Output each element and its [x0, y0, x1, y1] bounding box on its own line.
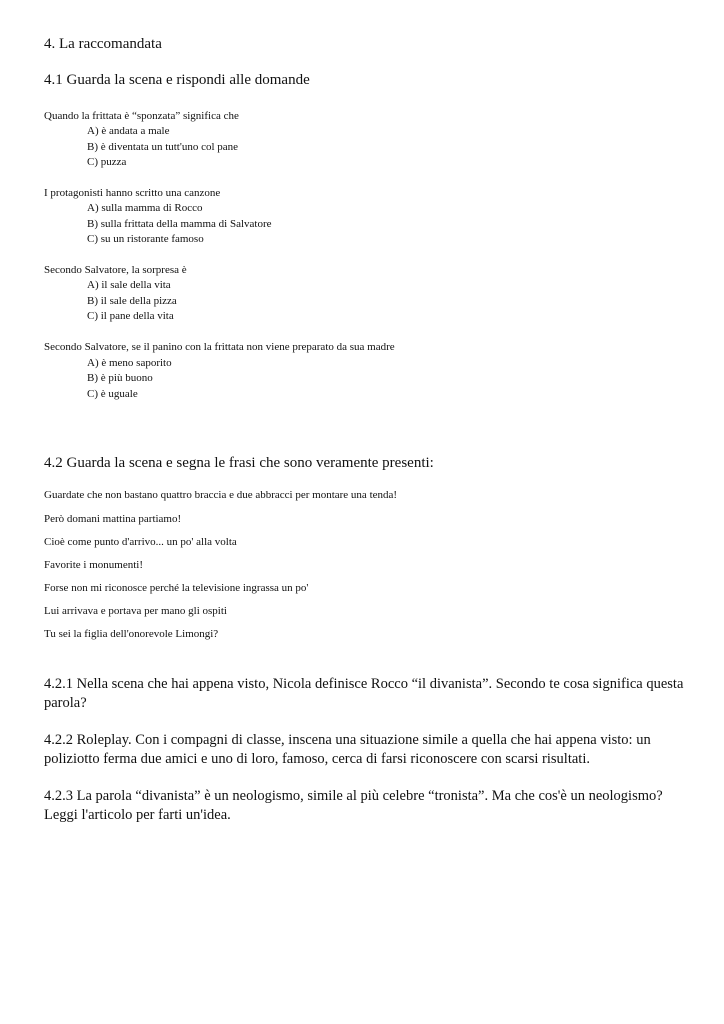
question-2-option-c: C) su un ristorante famoso [87, 233, 204, 245]
phrase-4: Favorite i monumenti! [44, 559, 143, 571]
question-4-option-b: B) è più buono [87, 372, 153, 384]
question-4-option-a: A) è meno saporito [87, 357, 172, 369]
question-3-option-a: A) il sale della vita [87, 279, 171, 291]
phrase-7: Tu sei la figlia dell'onorevole Limongi? [44, 628, 219, 640]
phrase-2: Però domani mattina partiamo! [44, 513, 182, 525]
question-3-option-c: C) il pane della vita [87, 310, 174, 322]
question-1-option-c: C) puzza [87, 156, 127, 168]
section-4-1-heading: 4.1 Guarda la scena e rispondi alle domande [44, 72, 310, 88]
phrase-1: Guardate che non bastano quattro braccia e due abbracci per montare una tenda! [44, 489, 398, 501]
question-4-option-c: C) è uguale [87, 388, 138, 400]
question-1-option-a: A) è andata a male [87, 125, 170, 137]
question-1-option-b: B) è diventata un tutt'uno col pane [87, 141, 239, 153]
question-3: Secondo Salvatore, la sorpresa è [44, 264, 187, 276]
task-4-2-2: 4.2.2 Roleplay. Con i compagni di classe, inscena una situazione simile a quella che hai appena visto: un poliziotto ferma due amici e uno di loro, famoso, cerca di farsi riconoscere con scarsi risultati. [44, 732, 651, 767]
question-2-option-b: B) sulla frittata della mamma di Salvatore [87, 218, 272, 230]
task-4-2-1: 4.2.1 Nella scena che hai appena visto, Nicola definisce Rocco “il divanista”. Secondo te cosa significa questa parola? [44, 676, 684, 711]
phrase-3: Cioè come punto d'arrivo... un po' alla volta [44, 536, 237, 548]
question-2-option-a: A) sulla mamma di Rocco [87, 202, 203, 214]
phrase-6: Lui arrivava e portava per mano gli ospiti [44, 605, 227, 617]
question-2: I protagonisti hanno scritto una canzone [44, 187, 221, 199]
document-title: 4. La raccomandata [44, 36, 162, 52]
section-4-2-heading: 4.2 Guarda la scena e segna le frasi che sono veramente presenti: [44, 455, 434, 471]
phrase-5: Forse non mi riconosce perché la televisione ingrassa un po' [44, 582, 309, 594]
question-1: Quando la frittata è “sponzata” significa che [44, 110, 239, 122]
question-3-option-b: B) il sale della pizza [87, 295, 177, 307]
task-4-2-3: 4.2.3 La parola “divanista” è un neologismo, simile al più celebre “tronista”. Ma che cos'è un neologismo? Leggi l'articolo per farti un'idea. [44, 788, 663, 823]
question-4: Secondo Salvatore, se il panino con la frittata non viene preparato da sua madre [44, 341, 395, 353]
